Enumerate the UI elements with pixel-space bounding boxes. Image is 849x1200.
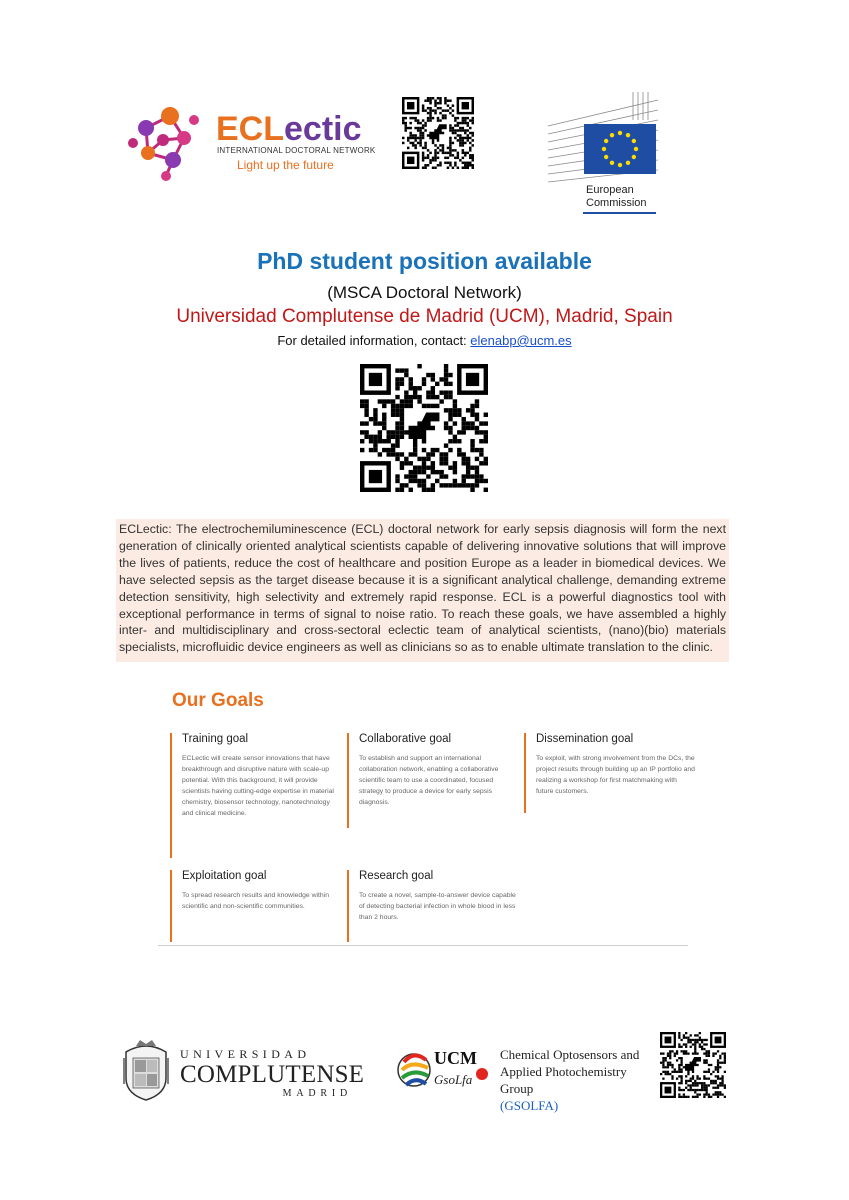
goal-name: Training goal xyxy=(182,733,249,745)
goal-card xyxy=(170,733,342,858)
eu-star-icon xyxy=(618,131,622,135)
eclectic-subtitle: INTERNATIONAL DOCTORAL NETWORK xyxy=(217,146,376,155)
eu-star-icon xyxy=(626,133,630,137)
qr-code-main[interactable] xyxy=(360,364,488,492)
eclectic-tagline: Light up the future xyxy=(237,158,334,172)
ucm-logo-text: UNIVERSIDAD COMPLUTENSE MADRID xyxy=(180,1047,365,1099)
qr-code-icon xyxy=(402,97,474,169)
goal-card xyxy=(347,870,519,942)
goal-name: Research goal xyxy=(359,870,434,882)
eclectic-logo-icon xyxy=(118,98,208,188)
goal-card xyxy=(524,733,696,813)
eu-star-icon xyxy=(632,155,636,159)
goals-divider xyxy=(158,945,688,946)
eu-star-icon xyxy=(610,161,614,165)
eu-star-icon xyxy=(632,139,636,143)
ucm-crest xyxy=(120,1038,172,1102)
gsolfa-logo-icon xyxy=(394,1040,492,1100)
goal-card xyxy=(347,733,519,828)
network-description: ECLectic: The electrochemiluminescence (ECL) doctoral network for early sepsis diagnosis will form the next generation of clinically oriented analytical scientists capable of delivering innovative solutions that will improve the lives of patients, reduce the cost of healthcare and position Europe as a leader in biomedical devices. We have selected sepsis as the target disease because it is a significant analytical challenge, demanding extreme detection sensitivity, high selectivity and extremely rapid response. ECL is a powerful diagnostics tool with exceptional performance in terms of signal to noise ratio. To reach these goals, we have assembled a highly inter- and multidisciplinary and cross-sectoral eclectic team of analytical scientists, (nano)(bio) materials specialists, microfluidic device engineers as well as clinicians so as to enable ultimate translation to the clinic. xyxy=(116,519,729,662)
contact-email-link[interactable]: elenabp@ucm.es xyxy=(470,333,572,348)
goal-name: Exploitation goal xyxy=(182,870,267,882)
eu-star-icon xyxy=(618,163,622,167)
eclectic-title: ECLectic xyxy=(216,110,362,148)
eu-star-icon xyxy=(604,139,608,143)
university-name: Universidad Complutense de Madrid (UCM), Madrid, Spain xyxy=(176,306,673,327)
contact-label: For detailed information, contact: xyxy=(277,333,471,348)
qr-code-icon xyxy=(360,364,488,492)
eu-star-icon xyxy=(610,133,614,137)
qr-code-top[interactable] xyxy=(402,97,474,169)
eu-star-icon xyxy=(626,161,630,165)
svg-text:UCM: UCM xyxy=(434,1048,477,1068)
goal-text: ECLectic will create sensor innovations that have breakthrough and disruptive nature with scale-up potential. With this background, it will provide scientists having cutting-edge expertise in material chemistry, biosensor technology, nanotechnology and clinical medicine. xyxy=(182,755,334,817)
position-title: PhD student position available xyxy=(257,248,592,274)
contact-line xyxy=(0,333,849,348)
eclectic-logo xyxy=(118,98,376,188)
goal-text: To spread research results and knowledge within scientific and non-scientific communities. xyxy=(182,892,329,910)
svg-text:GsoLfa: GsoLfa xyxy=(434,1072,473,1087)
goal-text: To exploit, with strong involvement from the DCs, the project results through building up an IP portfolio and realizing a workshop for first matchmaking with future customers. xyxy=(536,755,695,795)
eu-star-icon xyxy=(634,147,638,151)
goals-title: Our Goals xyxy=(172,690,264,711)
gsolfa-group-name: Chemical Optosensors and Applied Photochemistry Group (GSOLFA) xyxy=(500,1047,640,1113)
european-commission-logo xyxy=(538,90,668,220)
goal-name: Collaborative goal xyxy=(359,733,452,745)
eu-star-icon xyxy=(602,147,606,151)
goal-card xyxy=(170,870,342,942)
position-subtitle: (MSCA Doctoral Network) xyxy=(327,283,522,302)
ucm-crest-icon xyxy=(120,1038,172,1102)
goal-text: To create a novel, sample-to-answer device capable of detecting bacterial infection in whole blood in less than 2 hours. xyxy=(359,892,516,921)
eu-star-icon xyxy=(604,155,608,159)
goal-text: To establish and support an international collaboration network, enabling a collaborative scientific team to use a coordinated, focused strategy to produce a device for early sepsis diagnosis. xyxy=(359,755,499,806)
qr-code-footer[interactable] xyxy=(660,1032,726,1098)
gsolfa-logo xyxy=(394,1040,492,1100)
qr-code-icon xyxy=(660,1032,726,1098)
european-commission-text: European Commission xyxy=(586,184,647,209)
goal-name: Dissemination goal xyxy=(536,733,634,745)
